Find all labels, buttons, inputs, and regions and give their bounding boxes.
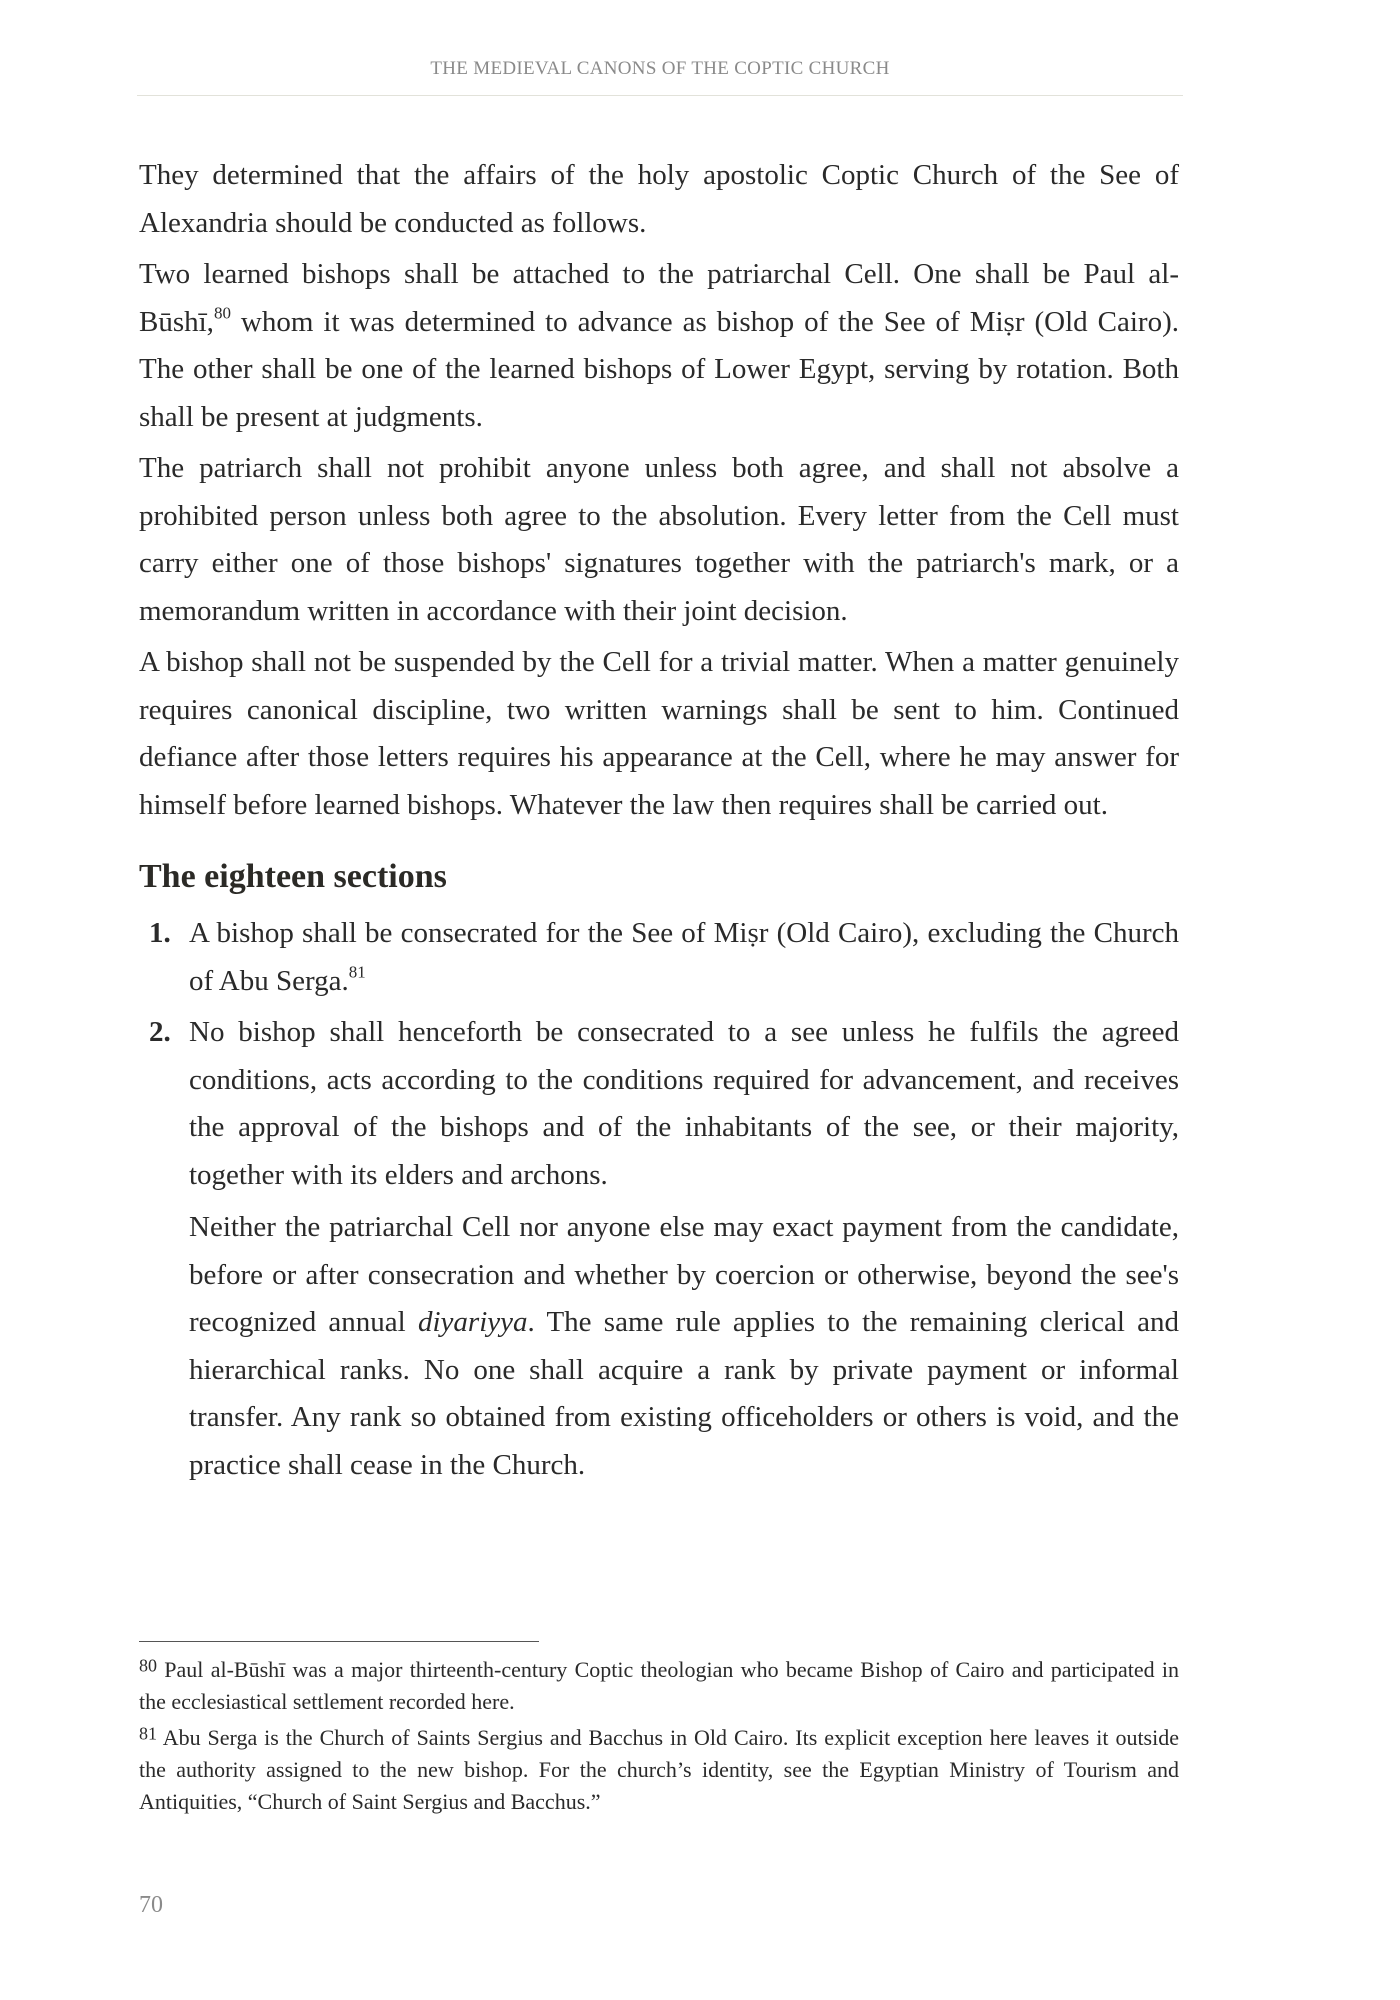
section-number: 2. [149, 1016, 171, 1048]
paragraph-3: The patriarch shall not prohibit anyone unless both agree, and shall not absolve a prohibited person unless both agree to the absolution. Every letter from the Cell must carry either one of those bishops' signatures together with the patriarch's mark, or a memorandum written in accordance with their joint decision. [139, 452, 1179, 627]
section-heading: The eighteen sections [139, 858, 447, 895]
main-text [139, 152, 1179, 1493]
italic-term: diyariyya [417, 1306, 528, 1338]
paragraph-1: They determined that the affairs of the holy apostolic Coptic Church of the See of Alexandria should be conducted as follows. [139, 159, 1179, 239]
section-text: No bishop shall henceforth be consecrated to a see unless he fulfils the agreed conditions, acts according to the conditions required for advancement, and receives the approval of the bishops and of the inhabitants of the see, or their majority, together with its elders and archons. [189, 1016, 1179, 1191]
footnote-text: Paul al-Būshī was a major thirteenth-century Coptic theologian who became Bishop of Cairo and participated in the ecclesiastical settlement recorded here. [139, 1657, 1180, 1714]
paragraph-2-text-cont: whom it was determined to advance as bishop of the See of Miṣr (Old Cairo). The other shall be one of the learned bishops of Lower Egypt, serving by rotation. Both shall be present at judgments. [139, 305, 1179, 433]
section-continuation-text: Neither the patriarchal Cell nor anyone else may exact payment from the candidate, before or after consecration and whether by coercion or otherwise, beyond the see's recognized annual [189, 1211, 1179, 1338]
footnote-number: 80 [139, 1655, 157, 1676]
paragraph-4: A bishop shall not be suspended by the Cell for a trivial matter. When a matter genuinely requires canonical discipline, two written warnings shall be sent to him. Continued defiance after those letters requires his appearance at the Cell, where he may answer for himself before learned bishops. Whatever the law then requires shall be carried out. [139, 646, 1179, 821]
footnote-80 [139, 1654, 1179, 1718]
paragraph-2-text: Two learned bishops shall be attached to the patriarchal Cell. One shall be Paul al-Būshī, [139, 258, 1179, 338]
paragraph-2 [139, 251, 1179, 441]
footnote-text: Abu Serga is the Church of Saints Sergius and Bacchus in Old Cairo. Its explicit exception here leaves it outside the authority assigned to the new bishop. For the church’s identity, see the Egyptian Ministry of Tourism and Antiquities, “Church of Saint Sergius and Bacchus.” [139, 1725, 1179, 1814]
section-continuation [189, 1204, 1179, 1489]
footnote-ref-81[interactable]: 81 [348, 961, 366, 981]
footnote-81 [139, 1722, 1179, 1818]
footnotes [139, 1654, 1179, 1822]
footnote-rule [139, 1641, 539, 1642]
footnote-number: 81 [139, 1723, 157, 1744]
section-continuation-text-cont: . The same rule applies to the remaining clerical and hierarchical ranks. No one shall acquire a rank by private payment or informal transfer. Any rank so obtained from existing officeholders or others is void, and the practice shall cease in the Church. [189, 1306, 1179, 1481]
section-number: 1. [149, 917, 171, 949]
running-header: THE MEDIEVAL CANONS OF THE COPTIC CHURCH [430, 58, 890, 79]
header-rule [137, 95, 1183, 96]
section-item-1 [139, 910, 1179, 1005]
section-item-2 [139, 1009, 1179, 1489]
section-text: A bishop shall be consecrated for the See of Miṣr (Old Cairo), excluding the Church of Abu Serga. [189, 917, 1179, 997]
page-number: 70 [139, 1892, 163, 1918]
footnote-ref-80[interactable]: 80 [213, 302, 231, 322]
